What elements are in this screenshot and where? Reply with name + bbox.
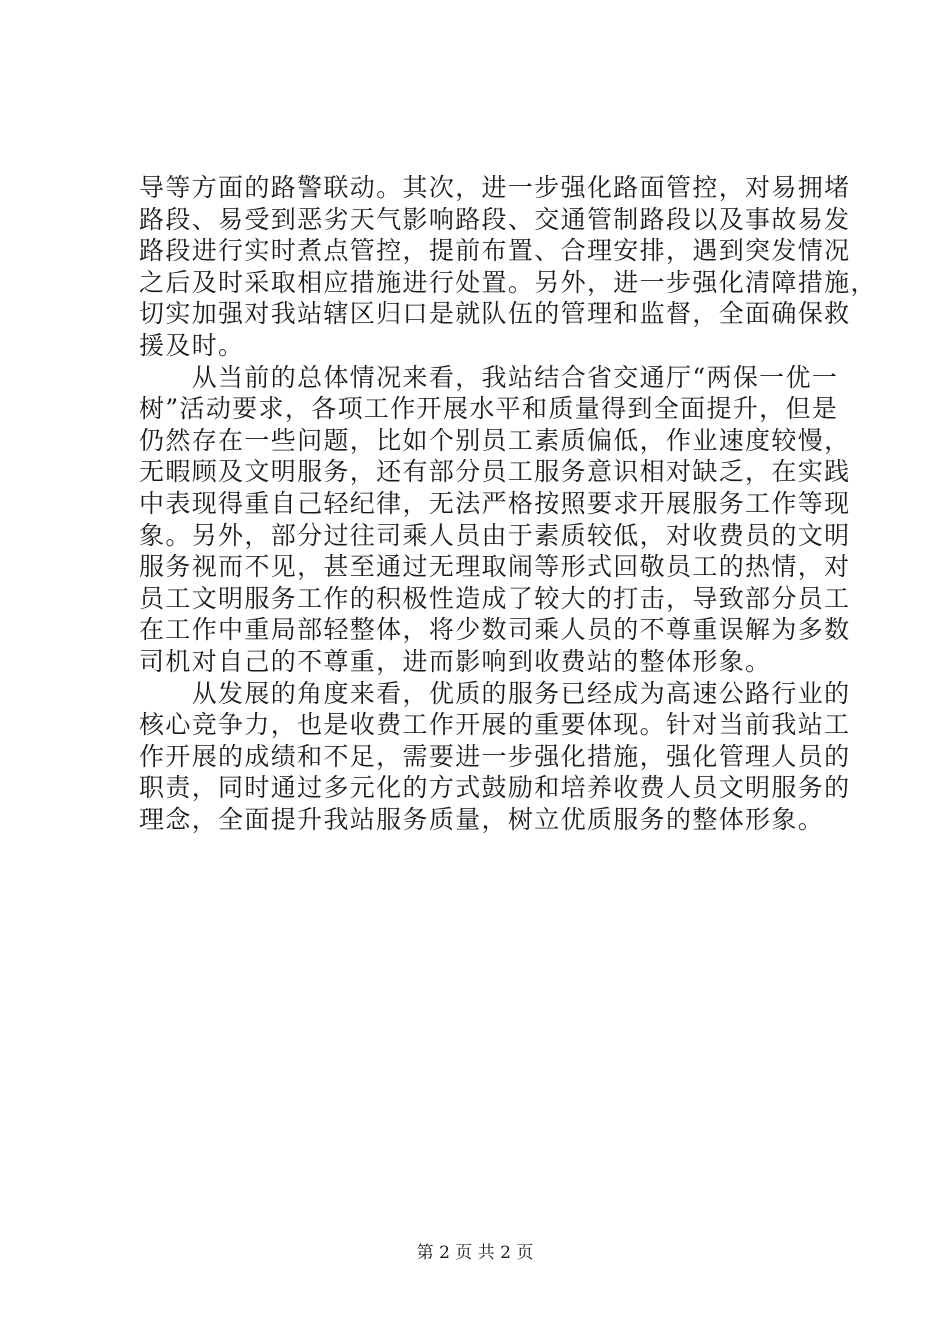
text-line: 司机对自己的不尊重，进而影响到收费站的整体形象。 — [139, 646, 772, 676]
text-line: 中表现得重自己轻纪律，无法严格按照要求开展服务工作等现 — [139, 488, 851, 518]
text-line: 从当前的总体情况来看，我站结合省交通厅“两保一优一 — [139, 362, 839, 392]
text-line: 员工文明服务工作的积极性造成了较大的打击，导致部分员工 — [139, 583, 851, 613]
page-footer: 第 2 页 共 2 页 — [416, 1243, 534, 1263]
text-line: 在工作中重局部轻整体，将少数司乘人员的不尊重误解为多数 — [139, 615, 851, 645]
text-line: 理念，全面提升我站服务质量，树立优质服务的整体形象。 — [139, 804, 825, 834]
text-line: 仍然存在一些问题，比如个别员工素质偏低，作业速度较慢， — [139, 425, 851, 455]
text-line: 树”活动要求，各项工作开展水平和质量得到全面提升，但是 — [139, 394, 839, 424]
text-line: 路段进行实时煮点管控，提前布置、合理安排，遇到突发情况 — [139, 236, 851, 266]
text-line: 从发展的角度来看，优质的服务已经成为高速公路行业的 — [139, 678, 851, 708]
text-line: 导等方面的路警联动。其次，进一步强化路面管控，对易拥堵 — [139, 173, 851, 202]
document-body — [139, 172, 877, 835]
text-line: 作开展的成绩和不足，需要进一步强化措施，强化管理人员的 — [139, 741, 851, 771]
text-line: 象。另外，部分过往司乘人员由于素质较低，对收费员的文明 — [139, 520, 851, 550]
text-line: 之后及时采取相应措施进行处置。另外，进一步强化清障措施， — [139, 267, 877, 297]
text-line: 服务视而不见，甚至通过无理取闹等形式回敬员工的热情，对 — [139, 552, 851, 582]
text-line: 核心竞争力，也是收费工作开展的重要体现。针对当前我站工 — [139, 710, 851, 740]
text-line: 切实加强对我站辖区归口是就队伍的管理和监督，全面确保救 — [139, 299, 851, 329]
text-line: 路段、易受到恶劣天气影响路段、交通管制路段以及事故易发 — [139, 204, 851, 234]
text-line: 职责，同时通过多元化的方式鼓励和培养收费人员文明服务的 — [139, 773, 851, 803]
text-line: 援及时。 — [139, 330, 245, 360]
text-line: 无暇顾及文明服务，还有部分员工服务意识相对缺乏，在实践 — [139, 457, 851, 487]
